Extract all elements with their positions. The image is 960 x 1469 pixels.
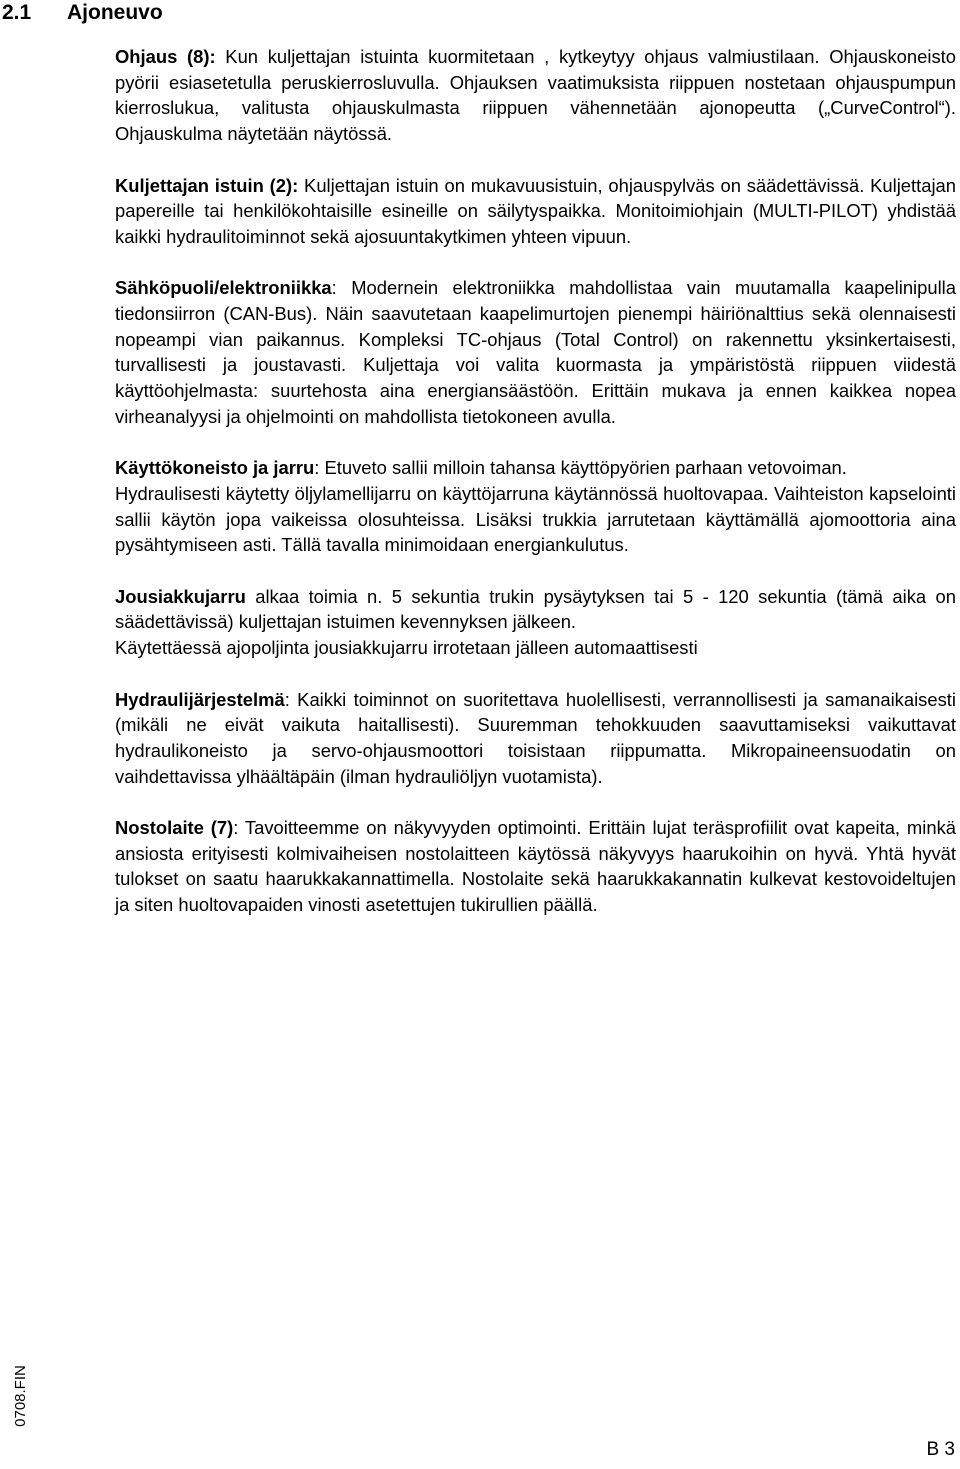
paragraph-lead: Käyttökoneisto ja jarru xyxy=(115,457,315,479)
section-title: Ajoneuvo xyxy=(67,1,163,24)
paragraph-lead: Ohjaus (8): xyxy=(115,46,216,67)
paragraph-text: alkaa toimia n. 5 sekuntia trukin pysäytyksen tai 5 - 120 sekuntia (tämä aika on säädettävissä) kuljettajan istuimen kevennyksen jälkeen. xyxy=(115,585,956,633)
paragraph-text: Kuljettajan istuin on mukavuusistuin, ohjauspylväs on säädettävissä. Kuljettajan papereille tai henkilökohtaisille esineille on säilytyspaikka. Monitoimiohjain (MULTI-PILOT) yhdistää kaikki hydraulitoiminnot sekä ajosuuntakytkimen yhteen vipuun. xyxy=(115,174,956,247)
paragraph-text: : Etuveto sallii milloin tahansa käyttöpyörien parhaan vetovoiman. xyxy=(314,457,847,479)
paragraph-continuation: Hydraulisesti käytetty öljylamellijarru on käyttöjarruna käytännössä huoltovapaa. Vaihteiston kapselointi sallii käytön jopa vaikeissa olosuhteissa. Lisäksi trukkia jarrutetaan käyttämällä ajomoottoria aina pysähtymiseen asti. Tällä tavalla minimoidaan energiankulutus. xyxy=(115,482,956,556)
paragraph-text: : Kaikki toiminnot on suoritettava huolellisesti, verrannollisesti ja samanaikaisesti (mikäli ne eivät vaikuta haitallisesti). Suuremman tehokkuuden saavuttamiseksi vaikuttavat hydraulikoneisto ja servo-ohjausmoottori toisistaan riippumatta. Mikropaineensuodatin on vaihdettavissa ylhäältäpäin (ilman hydrauliöljyn vuotamista). xyxy=(115,688,956,787)
paragraph-lead: Hydraulijärjestelmä xyxy=(115,688,285,710)
section-number: 2.1 xyxy=(2,1,32,24)
document-body xyxy=(115,44,956,944)
paragraph-jousiakkujarru xyxy=(115,584,956,661)
paragraph-kayttokoneisto xyxy=(115,455,956,558)
paragraph-lead: Jousiakkujarru xyxy=(115,585,246,607)
paragraph-text: : Modernein elektroniikka mahdollistaa vain muutamalla kaapelinipulla tiedonsiirron (CAN-Bus). Näin saavutetaan kaapelimurtojen pienempi häiriönalttius sekä olennaisesti nopeampi vian paikannus. Kompleksi TC-ohjaus (Total Control) on rakennettu yksinkertaisesti, turvallisesti ja joustavasti. Kuljettaja voi valita kuormasta ja ympäristöstä riippuen viidestä käyttöohjelmasta: suurtehosta aina energiansäästöön. Erittäin mukava ja ennen kaikkea nopea virheanalyysi ja ohjelmointi on mahdollista tietokoneen avulla. xyxy=(115,277,956,427)
paragraph-nostolaite xyxy=(115,815,956,918)
paragraph-text: : Tavoitteemme on näkyvyyden optimointi. Erittäin lujat teräsprofiilit ovat kapeita, minkä ansiosta erityisesti kolmivaiheisen nostolaitteen käytössä näkyvyys haarukoihin on hyvä. Yhtä hyvät tulokset on saatu haarukkakannattimella. Nostolaite sekä haarukkakannatin kulkevat kestovoideltujen ja siten huoltovapaiden vinosti asetettujen tukirullien päällä. xyxy=(115,817,956,916)
paragraph-lead: Nostolaite (7) xyxy=(115,817,234,838)
paragraph-text: Kun kuljettajan istuinta kuormitetaan , kytkeytyy ohjaus valmiustilaan. Ohjauskoneisto pyörii esiasetetulla peruskierrosluvulla. Ohjauksen vaatimuksista riippuen nostetaan ohjauspumpun kierroslukua, valitusta ohjauskulmasta riippuen vähennetään ajonopeutta („CurveControl“). Ohjauskulma näytetään näytössä. xyxy=(115,46,956,145)
paragraph-kuljettajan-istuin xyxy=(115,173,956,250)
page-number: B 3 xyxy=(926,1439,955,1460)
paragraph-lead: Kuljettajan istuin (2): xyxy=(115,174,299,196)
paragraph-sahkopuoli xyxy=(115,275,956,429)
paragraph-ohjaus xyxy=(115,44,956,147)
paragraph-continuation: Käytettäessä ajopoljinta jousiakkujarru irrotetaan jälleen automaattisesti xyxy=(115,637,698,659)
document-code: 0708.FIN xyxy=(12,1365,29,1427)
paragraph-hydraulijarjestelma xyxy=(115,687,956,790)
section-heading xyxy=(0,0,163,26)
paragraph-lead: Sähköpuoli/elektroniikka xyxy=(115,277,332,299)
